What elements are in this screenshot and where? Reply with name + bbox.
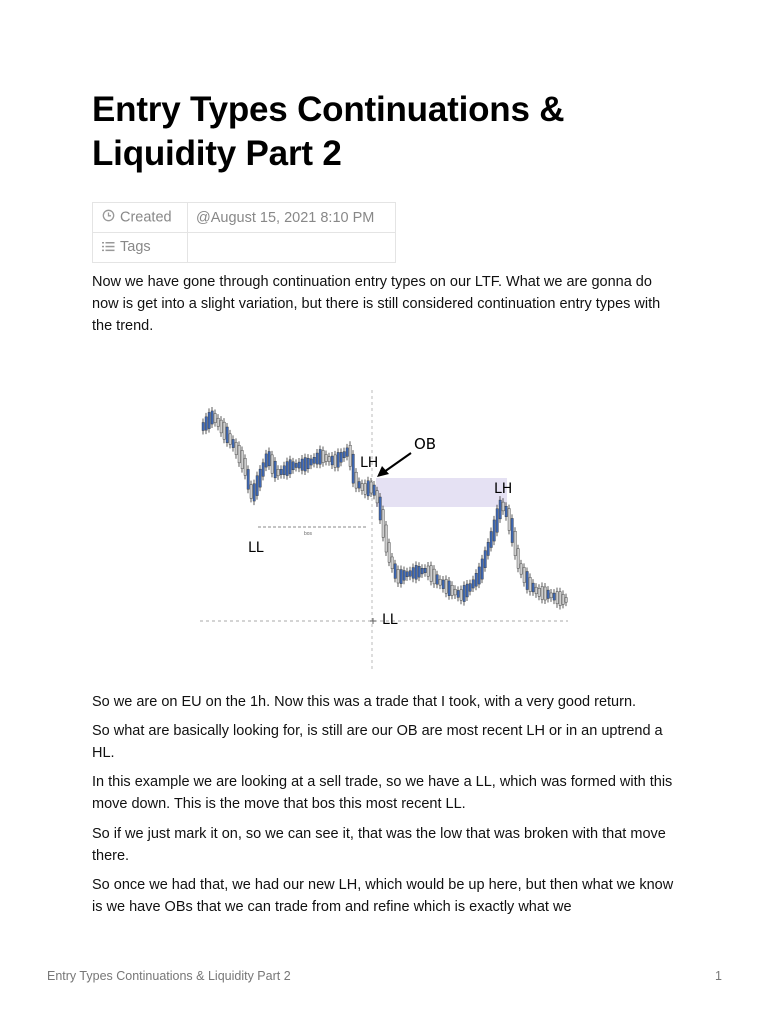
candle-body [460, 590, 462, 601]
candle-body [328, 457, 330, 462]
list-icon [102, 240, 116, 256]
candle-body [502, 502, 504, 511]
candle-body [364, 484, 366, 495]
ll-label-left: LL [248, 540, 264, 556]
body-paragraph-3: In this example we are looking at a sell trade, so we have a LL, which was formed with this move down. This is the move that bos this most recent LL. [92, 774, 673, 812]
candle-body [355, 472, 357, 488]
candle-body [298, 462, 300, 468]
candle-body [457, 590, 459, 597]
property-row-created [93, 203, 396, 233]
tags-value [188, 233, 396, 263]
footer-doc-title: Entry Types Continuations & Liquidity Part 2 [47, 969, 291, 983]
candle-body [493, 520, 495, 541]
candle-body [517, 549, 519, 569]
candle-body [526, 571, 528, 589]
candle-body [322, 451, 324, 463]
candle-body [259, 469, 261, 487]
candle-body [490, 531, 492, 547]
candle-body [283, 466, 285, 475]
candle-body [325, 454, 327, 461]
lh-label-left: LH [360, 455, 379, 471]
tags-label: Tags [120, 239, 151, 256]
candle-body [226, 427, 228, 443]
lh-label-right: LH [494, 481, 513, 497]
candle-body [289, 460, 291, 474]
candle-body [214, 414, 216, 423]
candle-body [409, 571, 411, 577]
candle-body [550, 593, 552, 598]
bos-label: bos [304, 531, 313, 537]
candle-body [523, 567, 525, 582]
candle-body [301, 459, 303, 470]
candle-body [412, 568, 414, 579]
candle-body [265, 454, 267, 467]
clock-icon [102, 209, 116, 226]
candle-body [442, 580, 444, 589]
candle-body [391, 557, 393, 569]
candle-body [277, 469, 279, 476]
candle-body [232, 439, 234, 447]
property-key-tags [93, 233, 188, 263]
candle-body [394, 564, 396, 579]
candle-body [343, 452, 345, 458]
candle-body [511, 518, 513, 542]
candle-body [481, 559, 483, 579]
candle-body [244, 458, 246, 475]
ob-label: OB [414, 435, 437, 453]
candle-body [337, 452, 339, 467]
page-title: Entry Types Continuations & Liquidity Part 2 [92, 90, 565, 173]
candle-body [520, 564, 522, 574]
candle-body [559, 592, 561, 606]
candle-body [376, 491, 378, 503]
candle-body [385, 525, 387, 552]
candle-body [451, 585, 453, 595]
candle-body [331, 456, 333, 465]
footer-page-number: 1 [715, 969, 722, 983]
candle-body [478, 567, 480, 584]
candle-body [262, 463, 264, 477]
candle-body [379, 497, 381, 520]
candle-body [229, 434, 231, 445]
candle-body [268, 452, 270, 466]
candle-body [352, 454, 354, 483]
candle-body [430, 566, 432, 582]
candle-body [367, 481, 369, 496]
candle-body [349, 445, 351, 466]
candle-body [247, 469, 249, 489]
candle-body [370, 482, 372, 493]
candle-body [544, 587, 546, 600]
candle-body [445, 579, 447, 593]
candle-body [388, 543, 390, 563]
body-paragraph-5: So once we had that, we had our new LH, which would be up here, but then what we know is we have OBs that we can trade from and refine which is exactly what we [92, 877, 674, 915]
candle-body [529, 577, 531, 591]
candle-body [397, 569, 399, 583]
candle-body [535, 587, 537, 594]
candle-body [271, 455, 273, 473]
candle-body [238, 445, 240, 463]
candle-body [466, 584, 468, 597]
candle-body [256, 476, 258, 496]
candle-body [400, 570, 402, 584]
candle-body [235, 442, 237, 454]
candle-body [553, 593, 555, 600]
candle-body [484, 551, 486, 568]
intro-paragraph: Now we have gone through continuation entry types on our LTF. What we are gonna do now is get into a slight variation, but there is still considered continuation entry types with the trend. [92, 274, 661, 334]
order-block-zone [376, 478, 507, 507]
candle-body [250, 485, 252, 499]
candle-body [541, 586, 543, 599]
candle-body [316, 453, 318, 464]
candle-body [532, 583, 534, 592]
candle-body [211, 411, 213, 424]
candle-body [307, 458, 309, 469]
candle-body [361, 484, 363, 491]
candle-body [319, 449, 321, 464]
body-paragraph-2: So what are basically looking for, is still are our OB are most recent LH or in an uptrend a HL. [92, 723, 663, 761]
candle-body [547, 590, 549, 598]
candle-body [373, 485, 375, 495]
candle-body [286, 462, 288, 476]
candle-body [565, 598, 567, 603]
chart-screenshot-image [196, 386, 574, 670]
candle-body [403, 571, 405, 581]
candle-body [382, 510, 384, 538]
candle-body [220, 420, 222, 433]
properties-table [92, 202, 396, 263]
candle-body [469, 584, 471, 592]
candle-body [436, 575, 438, 584]
candle-body [538, 588, 540, 596]
candle-body [280, 469, 282, 474]
candle-body [556, 592, 558, 604]
candle-body [358, 481, 360, 488]
created-label: Created [120, 209, 172, 226]
body-paragraph-4: So if we just mark it on, so we can see it, that was the low that was broken with that move there. [92, 826, 666, 864]
created-value: @August 15, 2021 8:10 PM [188, 203, 396, 233]
candle-body [418, 566, 420, 577]
candle-body [505, 506, 507, 516]
candle-body [406, 572, 408, 577]
candle-body [304, 458, 306, 471]
property-key-created [93, 203, 188, 233]
candle-body [496, 509, 498, 533]
candle-body [202, 422, 204, 430]
candle-body [424, 568, 426, 573]
candle-body [313, 457, 315, 463]
candle-body [295, 463, 297, 467]
candle-body [223, 422, 225, 439]
candle-body [253, 484, 255, 501]
candle-body [487, 542, 489, 555]
candle-body [427, 566, 429, 576]
candle-body [433, 569, 435, 584]
candle-body [346, 448, 348, 457]
candle-body [499, 500, 501, 519]
ll-label-bottom: LL [382, 612, 398, 628]
candle-body [415, 565, 417, 579]
candle-body [292, 462, 294, 470]
candle-body [274, 461, 276, 478]
body-paragraph-1: So we are on EU on the 1h. Now this was a trade that I took, with a very good return. [92, 694, 637, 710]
candle-body [562, 594, 564, 604]
candle-body [454, 589, 456, 595]
candle-body [340, 452, 342, 462]
candle-body [310, 459, 312, 465]
candle-body [208, 412, 210, 428]
candle-body [334, 455, 336, 467]
candle-body [241, 450, 243, 468]
candle-body [205, 417, 207, 430]
candle-body [421, 568, 423, 574]
candle-body [463, 585, 465, 601]
candle-body [217, 418, 219, 426]
candle-body [475, 573, 477, 586]
property-row-tags [93, 233, 396, 263]
candle-body [472, 580, 474, 588]
candle-body [439, 579, 441, 585]
candle-body [448, 581, 450, 596]
candle-body [514, 531, 516, 556]
candle-body [508, 509, 510, 531]
